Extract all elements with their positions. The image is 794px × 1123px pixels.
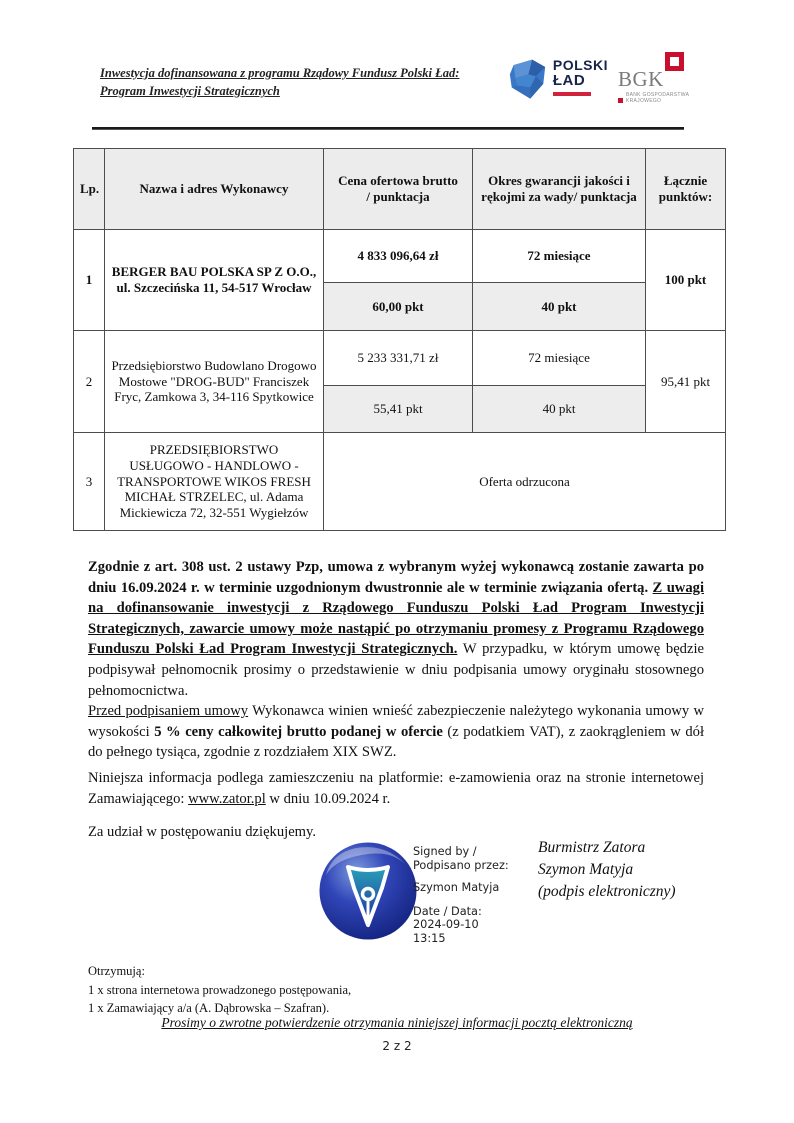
table-header-row: [74, 149, 726, 230]
p3-normal-1: Niniejsza informacja podlega zamieszczeniu na platformie: e-zamowienia oraz na stronie internetowej Zamawiającego:: [88, 769, 704, 807]
row2-lp: 2: [74, 331, 105, 433]
signer-name: Szymon Matyja: [538, 861, 634, 878]
distribution-list: [88, 962, 704, 1018]
row3-status: Oferta odrzucona: [324, 433, 726, 531]
p2-bold-mid: 5 % ceny całkowitej brutto podanej w ofercie: [154, 723, 443, 740]
funding-note-line1: Inwestycja dofinansowana z programu Rządowy Fundusz Polski Ład:: [100, 66, 460, 80]
header-price: [324, 149, 473, 230]
row2-name: Przedsiębiorstwo Budowlano Drogowo Mostowe "DROG-BUD" Franciszek Fryc, Zamkowa 3, 34-116 Spytkowice: [105, 331, 324, 433]
polski-lad-word-lad: ŁAD: [552, 72, 586, 89]
row1-warranty: 72 miesiące: [473, 230, 646, 283]
polski-lad-word-polski: POLSKI: [552, 57, 608, 73]
p2-normal-2: (z podatkiem VAT), z zaokrągleniem w dół do pełnego tysiąca, zgodnie z rozdziałem XIX SWZ.: [88, 723, 704, 761]
row3-name: PRZEDSIĘBIORSTWO USŁUGOWO - HANDLOWO - TRANSPORTOWE WIKOS FRESH MICHAŁ STRZELEC, ul. Adama Mickiewicza 72, 32-551 Wygiełzów: [105, 433, 324, 531]
received-label: Otrzymują:: [88, 964, 145, 978]
row1-name: BERGER BAU POLSKA SP Z O.O., ul. Szczecińska 11, 54-517 Wrocław: [105, 230, 324, 331]
body-text: [88, 557, 704, 843]
page-number: 2 z 2: [382, 1039, 412, 1053]
row3-lp: 3: [74, 433, 105, 531]
distribution-item: 1 x Zamawiający a/a (A. Dąbrowska – Szafran).: [88, 1001, 330, 1015]
paragraph-contract: [88, 557, 704, 701]
header-lp: Lp.: [74, 149, 105, 230]
header-price-line2: / punktacja: [366, 189, 430, 204]
polski-lad-wordmark: [553, 56, 608, 112]
zator-website-link[interactable]: www.zator.pl: [188, 790, 266, 807]
row2-total: 95,41 pkt: [646, 331, 726, 433]
bgk-subtext-line1: BANK GOSPODARSTWA: [626, 92, 690, 98]
stamp-signed-line1: Signed by /: [413, 845, 477, 858]
stamp-signed-line2: Podpisano przez:: [413, 858, 509, 872]
row2-price-points: 55,41 pkt: [324, 386, 473, 433]
table-row: [74, 433, 726, 531]
bgk-square-icon: [665, 52, 684, 71]
signature-stamp-text: [413, 845, 533, 945]
bgk-logo: [612, 52, 692, 106]
paragraph-publication: [88, 768, 704, 809]
header-price-line1: Cena ofertowa brutto: [338, 173, 458, 189]
row1-total: 100 pkt: [646, 230, 726, 331]
funding-note-line2: Program Inwestycji Strategicznych: [100, 84, 280, 98]
row1-lp: 1: [74, 230, 105, 331]
signer-identity: [538, 837, 738, 903]
confirmation-note: Prosimy o zwrotne potwierdzenie otrzymania niniejszej informacji pocztą elektroniczną: [161, 1015, 633, 1030]
p3-normal-2: w dniu 10.09.2024 r.: [265, 790, 391, 807]
p1-bold-intro: Zgodnie z art. 308 ust. 2 ustawy Pzp, umowa z wybranym wyżej wykonawcą zostanie zawarta po dniu 16.09.2024 r. w terminie uzgodnionym dwustronnie ale w terminie związania ofertą.: [88, 559, 704, 596]
polski-lad-shield-icon: [508, 56, 549, 104]
header-total: Łącznie punktów:: [646, 149, 726, 230]
header-name: Nazwa i adres Wykonawcy: [105, 149, 324, 230]
funding-note: [100, 64, 500, 100]
stamp-date-label: Date / Data:: [413, 904, 482, 918]
bgk-bullet-icon: [618, 98, 623, 103]
paragraph-thanks: Za udział w postępowaniu dziękujemy.: [88, 824, 317, 841]
signer-note: (podpis elektroniczny): [538, 883, 676, 900]
signer-title: Burmistrz Zatora: [538, 839, 646, 856]
row2-warranty-points: 40 pkt: [473, 386, 646, 433]
row2-price: 5 233 331,71 zł: [324, 331, 473, 386]
header-warranty: Okres gwarancji jakości i rękojmi za wady/ punktacja: [473, 149, 646, 230]
p2-underline-lead: Przed podpisaniem umowy: [88, 703, 249, 720]
stamp-date-value: 2024-09-10: [413, 918, 479, 931]
bgk-subtext: [618, 92, 689, 104]
paragraph-security: [88, 701, 704, 763]
row1-price-points: 60,00 pkt: [324, 283, 473, 331]
p1-normal-tail: W przypadku, w którym umowę będzie podpisywał pełnomocnik prosimy o przedstawienie w dniu podpisania umowy oryginału stosownego pełnomocnictwa.: [88, 641, 704, 699]
polski-lad-red-bar: [553, 92, 591, 96]
row1-price: 4 833 096,64 zł: [324, 230, 473, 283]
p2-normal-1: Wykonawca winien wnieść zabezpieczenie należytego wykonania umowy w wysokości: [88, 703, 704, 740]
header-rule: [92, 127, 684, 130]
stamp-signer-name: Szymon Matyja: [413, 881, 500, 894]
table-row: [74, 331, 726, 386]
stamp-time-value: 13:15: [413, 931, 446, 945]
row2-warranty: 72 miesiące: [473, 331, 646, 386]
bgk-subtext-line2: KRAJOWEGO: [626, 98, 662, 104]
row1-warranty-points: 40 pkt: [473, 283, 646, 331]
distribution-item: 1 x strona internetowa prowadzonego postępowania,: [88, 982, 352, 997]
tender-table: [73, 148, 726, 531]
polski-lad-logo: [508, 56, 608, 112]
pen-nib-seal-icon: [318, 841, 418, 941]
bgk-abbr: BGK: [618, 67, 664, 91]
table-row: [74, 230, 726, 283]
p1-bold-underline: Z uwagi na dofinansowanie inwestycji z Rządowego Funduszu Polski Ład Program Inwestycji Strategicznych, zawarcie umowy może nastąpić po otrzymaniu promesy z Programu Rządowego Funduszu Polski Ład Program Inwestycji Strategicznych.: [88, 579, 704, 658]
